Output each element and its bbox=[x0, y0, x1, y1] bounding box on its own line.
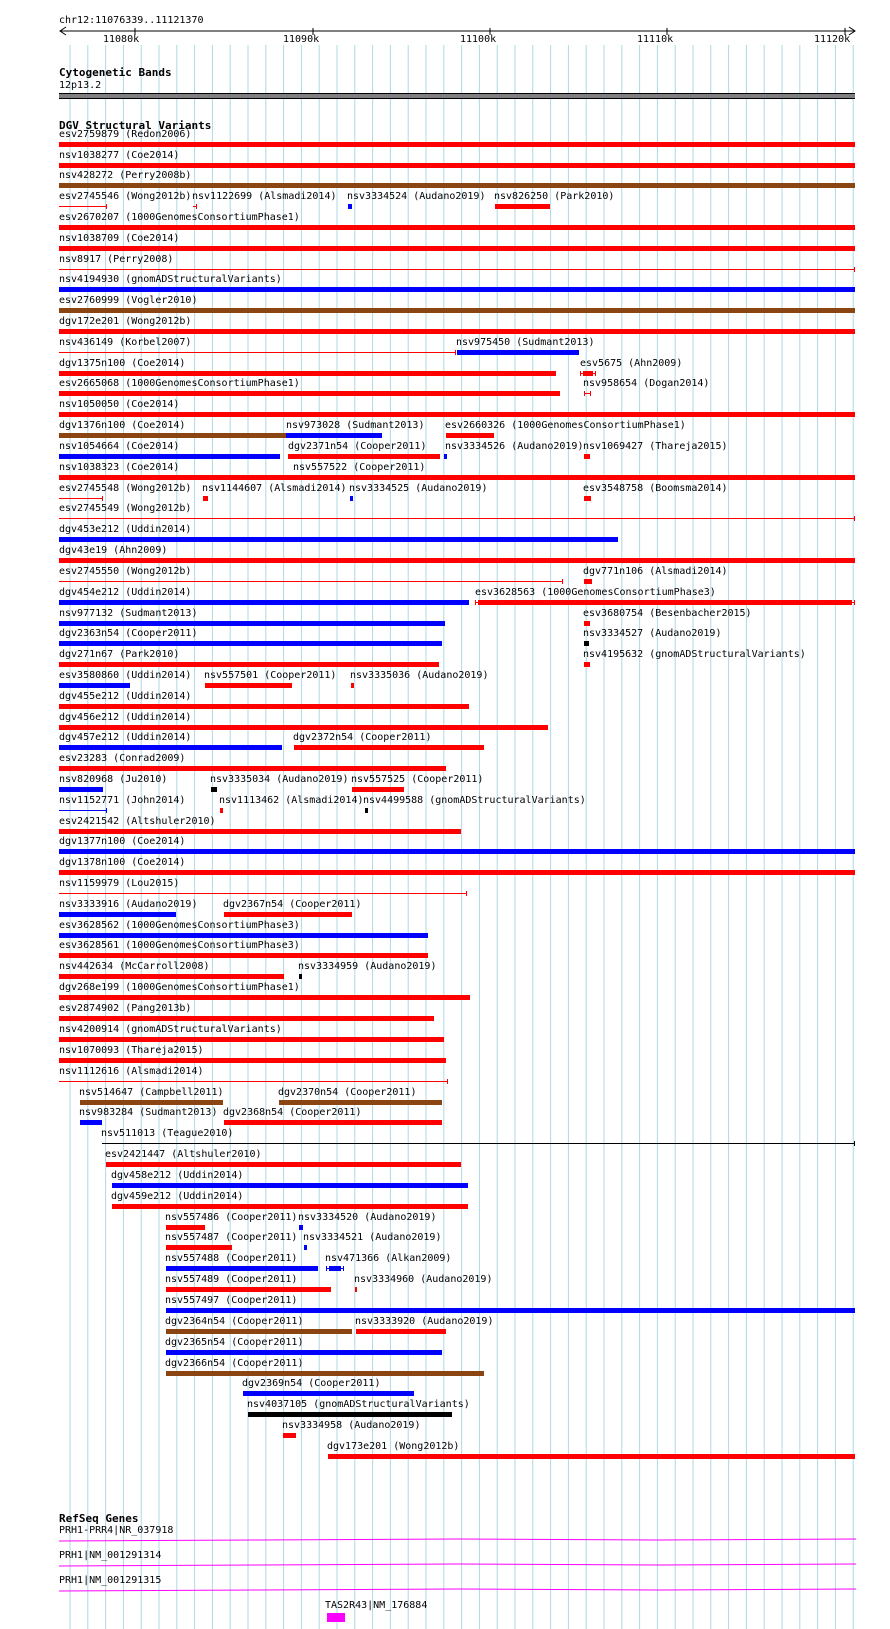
variant-label[interactable]: nsv973028 (Sudmant2013) bbox=[286, 420, 425, 431]
variant-label[interactable]: esv5675 (Ahn2009) bbox=[580, 358, 683, 369]
variant-bar[interactable] bbox=[495, 204, 550, 209]
variant-label[interactable]: esv3628561 (1000GenomesConsortiumPhase3) bbox=[59, 940, 300, 951]
variant-label[interactable]: dgv2372n54 (Cooper2011) bbox=[293, 732, 432, 743]
variant-bar[interactable] bbox=[59, 849, 855, 854]
location-label: chr12:11076339..11121370 bbox=[59, 15, 204, 26]
variant-bar[interactable] bbox=[59, 391, 560, 396]
variant-bar-end bbox=[854, 1141, 855, 1146]
variant-bar-end bbox=[455, 350, 456, 355]
variant-bar[interactable] bbox=[59, 912, 176, 917]
variant-label[interactable]: nsv3334958 (Audano2019) bbox=[282, 1420, 421, 1431]
variant-label[interactable]: nsv557487 (Cooper2011) bbox=[165, 1232, 298, 1243]
variant-bar-end bbox=[562, 579, 563, 584]
variant-bar-end bbox=[102, 496, 103, 501]
variant-bar-end bbox=[854, 516, 855, 521]
variant-label[interactable]: dgv2370n54 (Cooper2011) bbox=[278, 1087, 417, 1098]
variant-bar[interactable] bbox=[584, 454, 590, 459]
variant-bar[interactable] bbox=[59, 518, 855, 519]
tick-label: 11080k bbox=[103, 34, 140, 45]
variant-label[interactable]: dgv2371n54 (Cooper2011) bbox=[288, 441, 427, 452]
gene-model[interactable] bbox=[59, 1584, 856, 1594]
variant-label[interactable]: nsv3334520 (Audano2019) bbox=[298, 1212, 437, 1223]
variant-label[interactable]: nsv3335036 (Audano2019) bbox=[350, 670, 489, 681]
variant-bar[interactable] bbox=[59, 641, 442, 646]
variant-bar[interactable] bbox=[584, 641, 589, 646]
variant-label[interactable]: dgv2364n54 (Cooper2011) bbox=[165, 1316, 304, 1327]
variant-label[interactable]: nsv3334524 (Audano2019) bbox=[347, 191, 486, 202]
variant-bar-end bbox=[106, 204, 107, 209]
variant-label[interactable]: nsv3334527 (Audano2019) bbox=[583, 628, 722, 639]
variant-label[interactable]: esv2760999 (Vogler2010) bbox=[59, 295, 198, 306]
variant-label[interactable]: nsv514647 (Campbell2011) bbox=[79, 1087, 224, 1098]
variant-bar-end bbox=[854, 600, 855, 605]
variant-label[interactable]: dgv455e212 (Uddin2014) bbox=[59, 691, 192, 702]
variant-bar[interactable] bbox=[352, 787, 404, 792]
variant-label[interactable]: nsv4195632 (gnomADStructuralVariants) bbox=[583, 649, 806, 660]
variant-label[interactable]: nsv511013 (Teague2010) bbox=[101, 1128, 234, 1139]
variant-label[interactable]: dgv2369n54 (Cooper2011) bbox=[242, 1378, 381, 1389]
gene-label[interactable]: PRH1|NM_001291314 bbox=[59, 1550, 162, 1561]
variant-bar-end bbox=[343, 1266, 344, 1271]
variant-bar[interactable] bbox=[355, 1287, 357, 1292]
variant-bar[interactable] bbox=[444, 454, 447, 459]
variant-bar[interactable] bbox=[166, 1225, 205, 1230]
variant-label[interactable]: nsv1038709 (Coe2014) bbox=[59, 233, 180, 244]
variant-bar[interactable] bbox=[243, 1391, 414, 1396]
variant-label[interactable]: nsv557522 (Cooper2011) bbox=[293, 462, 426, 473]
variant-bar[interactable] bbox=[102, 1143, 855, 1144]
variant-bar[interactable] bbox=[351, 683, 354, 688]
variant-bar-end bbox=[580, 371, 581, 376]
variant-bar[interactable] bbox=[224, 912, 352, 917]
variant-label[interactable]: nsv1112616 (Alsmadi2014) bbox=[59, 1066, 204, 1077]
variant-bar[interactable] bbox=[224, 1120, 442, 1125]
variant-label[interactable]: dgv2365n54 (Cooper2011) bbox=[165, 1337, 304, 1348]
variant-label[interactable]: dgv268e199 (1000GenomesConsortiumPhase1) bbox=[59, 982, 300, 993]
variant-bar-end bbox=[447, 1079, 448, 1084]
variant-label[interactable]: nsv1054664 (Coe2014) bbox=[59, 441, 180, 452]
variant-bar[interactable] bbox=[304, 1245, 307, 1250]
variant-bar[interactable] bbox=[203, 496, 208, 501]
variant-label[interactable]: dgv172e201 (Wong2012b) bbox=[59, 316, 192, 327]
variant-bar[interactable] bbox=[59, 206, 107, 207]
variant-label[interactable]: esv2421447 (Altshuler2010) bbox=[105, 1149, 262, 1160]
variant-label[interactable]: nsv1144607 (Alsmadi2014) bbox=[202, 483, 347, 494]
variant-label[interactable]: nsv826250 (Park2010) bbox=[494, 191, 615, 202]
variant-label[interactable]: nsv4200914 (gnomADStructuralVariants) bbox=[59, 1024, 282, 1035]
variant-label[interactable]: nsv471366 (Alkan2009) bbox=[325, 1253, 452, 1264]
variant-bar[interactable] bbox=[80, 1100, 223, 1105]
variant-bar[interactable] bbox=[59, 766, 446, 771]
gene-model[interactable] bbox=[59, 1559, 856, 1569]
variant-bar[interactable] bbox=[166, 1287, 331, 1292]
gene-label[interactable]: TAS2R43|NM_176884 bbox=[325, 1600, 428, 1611]
variant-label[interactable]: nsv557486 (Cooper2011) bbox=[165, 1212, 298, 1223]
variant-bar[interactable] bbox=[584, 579, 592, 584]
tick-label: 11110k bbox=[637, 34, 674, 45]
variant-bar[interactable] bbox=[293, 475, 855, 480]
variant-label[interactable]: dgv771n106 (Alsmadi2014) bbox=[583, 566, 728, 577]
variant-bar[interactable] bbox=[294, 745, 484, 750]
variant-bar[interactable] bbox=[59, 1058, 446, 1063]
variant-label[interactable]: nsv8917 (Perry2008) bbox=[59, 254, 174, 265]
variant-bar[interactable] bbox=[59, 183, 855, 188]
variant-bar[interactable] bbox=[59, 412, 855, 417]
variant-label[interactable]: nsv983284 (Sudmant2013) bbox=[79, 1107, 218, 1118]
variant-label[interactable]: nsv557497 (Cooper2011) bbox=[165, 1295, 298, 1306]
variant-bar[interactable] bbox=[106, 1162, 461, 1167]
variant-bar-end bbox=[595, 371, 596, 376]
variant-label[interactable]: nsv428272 (Perry2008b) bbox=[59, 170, 192, 181]
refseq-track-title: RefSeq Genes bbox=[59, 1512, 139, 1525]
variant-bar[interactable] bbox=[59, 371, 556, 376]
variant-bar[interactable] bbox=[59, 163, 855, 168]
tick-label: 11100k bbox=[460, 34, 497, 45]
variant-bar[interactable] bbox=[211, 787, 217, 792]
variant-label[interactable]: dgv1375n100 (Coe2014) bbox=[59, 358, 186, 369]
variant-label[interactable]: esv3680754 (Besenbacher2015) bbox=[583, 608, 752, 619]
variant-bar[interactable] bbox=[59, 142, 855, 147]
variant-bar[interactable] bbox=[59, 810, 107, 811]
variant-label[interactable]: dgv173e201 (Wong2012b) bbox=[327, 1441, 460, 1452]
variant-bar[interactable] bbox=[446, 433, 494, 438]
variant-bar-end bbox=[475, 600, 476, 605]
variant-label[interactable]: nsv1050050 (Coe2014) bbox=[59, 399, 180, 410]
variant-label[interactable]: dgv2366n54 (Cooper2011) bbox=[165, 1358, 304, 1369]
variant-bar[interactable] bbox=[166, 1266, 318, 1271]
variant-label[interactable]: nsv1069427 (Thareja2015) bbox=[583, 441, 728, 452]
variant-bar-end bbox=[466, 891, 467, 896]
variant-label[interactable]: dgv1378n100 (Coe2014) bbox=[59, 857, 186, 868]
variant-label[interactable]: esv2874902 (Pang2013b) bbox=[59, 1003, 192, 1014]
variant-label[interactable]: nsv557501 (Cooper2011) bbox=[204, 670, 337, 681]
variant-bar[interactable] bbox=[166, 1245, 232, 1250]
variant-label[interactable]: nsv3334525 (Audano2019) bbox=[349, 483, 488, 494]
variant-label[interactable]: esv2759879 (Redon2006) bbox=[59, 129, 192, 140]
gene-label[interactable]: PRH1-PRR4|NR_037918 bbox=[59, 1525, 174, 1536]
variant-bar[interactable] bbox=[59, 433, 286, 438]
variant-bar[interactable] bbox=[584, 496, 591, 501]
variant-bar[interactable] bbox=[59, 662, 439, 667]
variant-bar[interactable] bbox=[220, 808, 223, 813]
variant-bar[interactable] bbox=[205, 683, 292, 688]
dgv-track-title: DGV Structural Variants bbox=[59, 119, 212, 132]
variant-bar-core[interactable] bbox=[583, 371, 593, 376]
variant-bar[interactable] bbox=[59, 787, 103, 792]
variant-bar[interactable] bbox=[59, 621, 445, 626]
variant-bar[interactable] bbox=[112, 1183, 468, 1188]
variant-label[interactable]: dgv456e212 (Uddin2014) bbox=[59, 712, 192, 723]
variant-label[interactable]: nsv3334960 (Audano2019) bbox=[354, 1274, 493, 1285]
variant-label[interactable]: esv2745550 (Wong2012b) bbox=[59, 566, 192, 577]
variant-bar[interactable] bbox=[166, 1308, 855, 1313]
variant-bar-end bbox=[584, 391, 585, 396]
variant-bar[interactable] bbox=[59, 745, 282, 750]
variant-bar[interactable] bbox=[80, 1120, 102, 1125]
cytoband-title: Cytogenetic Bands bbox=[59, 66, 172, 79]
variant-label[interactable]: nsv4037105 (gnomADStructuralVariants) bbox=[247, 1399, 470, 1410]
variant-label[interactable]: esv2660326 (1000GenomesConsortiumPhase1) bbox=[445, 420, 686, 431]
variant-label[interactable]: esv3548758 (Boomsma2014) bbox=[583, 483, 728, 494]
variant-bar[interactable] bbox=[59, 953, 428, 958]
variant-bar[interactable] bbox=[59, 893, 467, 894]
variant-bar-end bbox=[326, 1266, 327, 1271]
variant-label[interactable]: nsv975450 (Sudmant2013) bbox=[456, 337, 595, 348]
variant-label[interactable]: esv3628563 (1000GenomesConsortiumPhase3) bbox=[475, 587, 716, 598]
variant-label[interactable]: dgv2367n54 (Cooper2011) bbox=[223, 899, 362, 910]
variant-label[interactable]: nsv3334959 (Audano2019) bbox=[298, 961, 437, 972]
variant-label[interactable]: nsv436149 (Korbel2007) bbox=[59, 337, 192, 348]
variant-bar[interactable] bbox=[59, 225, 855, 230]
variant-bar[interactable] bbox=[584, 662, 590, 667]
variant-bar[interactable] bbox=[59, 829, 461, 834]
variant-label[interactable]: esv2745548 (Wong2012b) bbox=[59, 483, 192, 494]
variant-bar[interactable] bbox=[59, 537, 618, 542]
variant-bar-end bbox=[590, 391, 591, 396]
variant-bar[interactable] bbox=[283, 1433, 296, 1438]
variant-label[interactable]: nsv820968 (Ju2010) bbox=[59, 774, 168, 785]
variant-bar-end bbox=[854, 267, 855, 272]
variant-label[interactable]: esv2665068 (1000GenomesConsortiumPhase1) bbox=[59, 378, 300, 389]
variant-label[interactable]: nsv557525 (Cooper2011) bbox=[351, 774, 484, 785]
variant-bar[interactable] bbox=[59, 974, 284, 979]
variant-label[interactable]: esv2670207 (1000GenomesConsortiumPhase1) bbox=[59, 212, 300, 223]
variant-bar[interactable] bbox=[59, 308, 855, 313]
variant-label[interactable]: nsv4499588 (gnomADStructuralVariants) bbox=[363, 795, 586, 806]
gene-label[interactable]: PRH1|NM_001291315 bbox=[59, 1575, 162, 1586]
variant-label[interactable]: nsv1152771 (John2014) bbox=[59, 795, 186, 806]
variant-bar[interactable] bbox=[59, 329, 855, 334]
variant-label[interactable]: esv2421542 (Altshuler2010) bbox=[59, 816, 216, 827]
variant-bar[interactable] bbox=[59, 1016, 434, 1021]
variant-bar[interactable] bbox=[328, 1454, 855, 1459]
variant-label[interactable]: dgv2368n54 (Cooper2011) bbox=[223, 1107, 362, 1118]
variant-label[interactable]: nsv1122699 (Alsmadi2014) bbox=[192, 191, 337, 202]
tick-label: 11090k bbox=[283, 34, 320, 45]
gene-model[interactable] bbox=[59, 1534, 856, 1544]
variant-bar[interactable] bbox=[166, 1329, 352, 1334]
variant-label[interactable]: nsv442634 (McCarroll2008) bbox=[59, 961, 210, 972]
variant-label[interactable]: dgv458e212 (Uddin2014) bbox=[111, 1170, 244, 1181]
variant-label[interactable]: esv2745549 (Wong2012b) bbox=[59, 503, 192, 514]
variant-label[interactable]: nsv3334526 (Audano2019) bbox=[445, 441, 584, 452]
variant-bar[interactable] bbox=[299, 1225, 303, 1230]
variant-bar-core[interactable] bbox=[329, 1266, 341, 1271]
variant-bar[interactable] bbox=[457, 350, 579, 355]
variant-label[interactable]: dgv1376n100 (Coe2014) bbox=[59, 420, 186, 431]
variant-bar[interactable] bbox=[59, 581, 563, 582]
variant-bar[interactable] bbox=[356, 1329, 446, 1334]
variant-label[interactable]: nsv557488 (Cooper2011) bbox=[165, 1253, 298, 1264]
variant-bar-core[interactable] bbox=[478, 600, 852, 605]
variant-bar[interactable] bbox=[299, 974, 302, 979]
cytoband-bar[interactable] bbox=[59, 93, 855, 99]
gene-exon[interactable] bbox=[327, 1613, 345, 1622]
variant-label[interactable]: nsv3334521 (Audano2019) bbox=[303, 1232, 442, 1243]
variant-bar[interactable] bbox=[59, 1037, 444, 1042]
variant-label[interactable]: nsv557489 (Cooper2011) bbox=[165, 1274, 298, 1285]
variant-label[interactable]: nsv1070093 (Thareja2015) bbox=[59, 1045, 204, 1056]
variant-label[interactable]: esv3628562 (1000GenomesConsortiumPhase3) bbox=[59, 920, 300, 931]
variant-label[interactable]: dgv2363n54 (Cooper2011) bbox=[59, 628, 198, 639]
variant-bar[interactable] bbox=[59, 498, 103, 499]
variant-bar[interactable] bbox=[59, 269, 855, 270]
variant-bar[interactable] bbox=[59, 725, 548, 730]
variant-bar[interactable] bbox=[59, 1081, 448, 1082]
cytoband-label: 12p13.2 bbox=[59, 80, 102, 91]
variant-label[interactable]: nsv4194930 (gnomADStructuralVariants) bbox=[59, 274, 282, 285]
variant-label[interactable]: nsv1038277 (Coe2014) bbox=[59, 150, 180, 161]
variant-bar[interactable] bbox=[59, 558, 855, 563]
variant-bar[interactable] bbox=[288, 454, 440, 459]
variant-bar[interactable] bbox=[59, 454, 280, 459]
variant-label[interactable]: nsv1038323 (Coe2014) bbox=[59, 462, 180, 473]
variant-bar[interactable] bbox=[286, 433, 382, 438]
variant-bar[interactable] bbox=[365, 808, 368, 813]
variant-bar-end bbox=[106, 808, 107, 813]
variant-bar[interactable] bbox=[59, 600, 469, 605]
variant-bar[interactable] bbox=[350, 496, 353, 501]
variant-label[interactable]: dgv457e212 (Uddin2014) bbox=[59, 732, 192, 743]
variant-label[interactable]: dgv453e212 (Uddin2014) bbox=[59, 524, 192, 535]
variant-label[interactable]: dgv271n67 (Park2010) bbox=[59, 649, 180, 660]
variant-bar[interactable] bbox=[166, 1371, 484, 1376]
variant-label[interactable]: nsv3333920 (Audano2019) bbox=[355, 1316, 494, 1327]
variant-bar[interactable] bbox=[59, 352, 456, 353]
variant-label[interactable]: nsv1159979 (Lou2015) bbox=[59, 878, 180, 889]
variant-label[interactable]: dgv459e212 (Uddin2014) bbox=[111, 1191, 244, 1202]
variant-bar[interactable] bbox=[584, 621, 590, 626]
variant-label[interactable]: esv2745546 (Wong2012b) bbox=[59, 191, 192, 202]
variant-bar[interactable] bbox=[59, 995, 470, 1000]
variant-label[interactable]: dgv43e19 (Ahn2009) bbox=[59, 545, 168, 556]
variant-label[interactable]: nsv3335034 (Audano2019) bbox=[210, 774, 349, 785]
variant-bar[interactable] bbox=[112, 1204, 468, 1209]
variant-bar[interactable] bbox=[348, 204, 352, 209]
variant-label[interactable]: nsv977132 (Sudmant2013) bbox=[59, 608, 198, 619]
variant-bar-end bbox=[196, 204, 197, 209]
variant-bar[interactable] bbox=[59, 933, 428, 938]
variant-bar[interactable] bbox=[59, 683, 130, 688]
variant-bar[interactable] bbox=[248, 1412, 452, 1417]
variant-label[interactable]: esv3580860 (Uddin2014) bbox=[59, 670, 192, 681]
variant-bar[interactable] bbox=[59, 287, 855, 292]
variant-label[interactable]: nsv3333916 (Audano2019) bbox=[59, 899, 198, 910]
variant-bar[interactable] bbox=[166, 1350, 442, 1355]
variant-label[interactable]: nsv958654 (Dogan2014) bbox=[583, 378, 710, 389]
variant-bar[interactable] bbox=[59, 246, 855, 251]
tick-label: 11120k bbox=[814, 34, 851, 45]
variant-label[interactable]: esv23283 (Conrad2009) bbox=[59, 753, 186, 764]
variant-label[interactable]: dgv1377n100 (Coe2014) bbox=[59, 836, 186, 847]
variant-bar[interactable] bbox=[279, 1100, 442, 1105]
variant-label[interactable]: dgv454e212 (Uddin2014) bbox=[59, 587, 192, 598]
variant-bar[interactable] bbox=[59, 704, 469, 709]
variant-label[interactable]: nsv1113462 (Alsmadi2014) bbox=[219, 795, 364, 806]
variant-bar[interactable] bbox=[59, 870, 855, 875]
